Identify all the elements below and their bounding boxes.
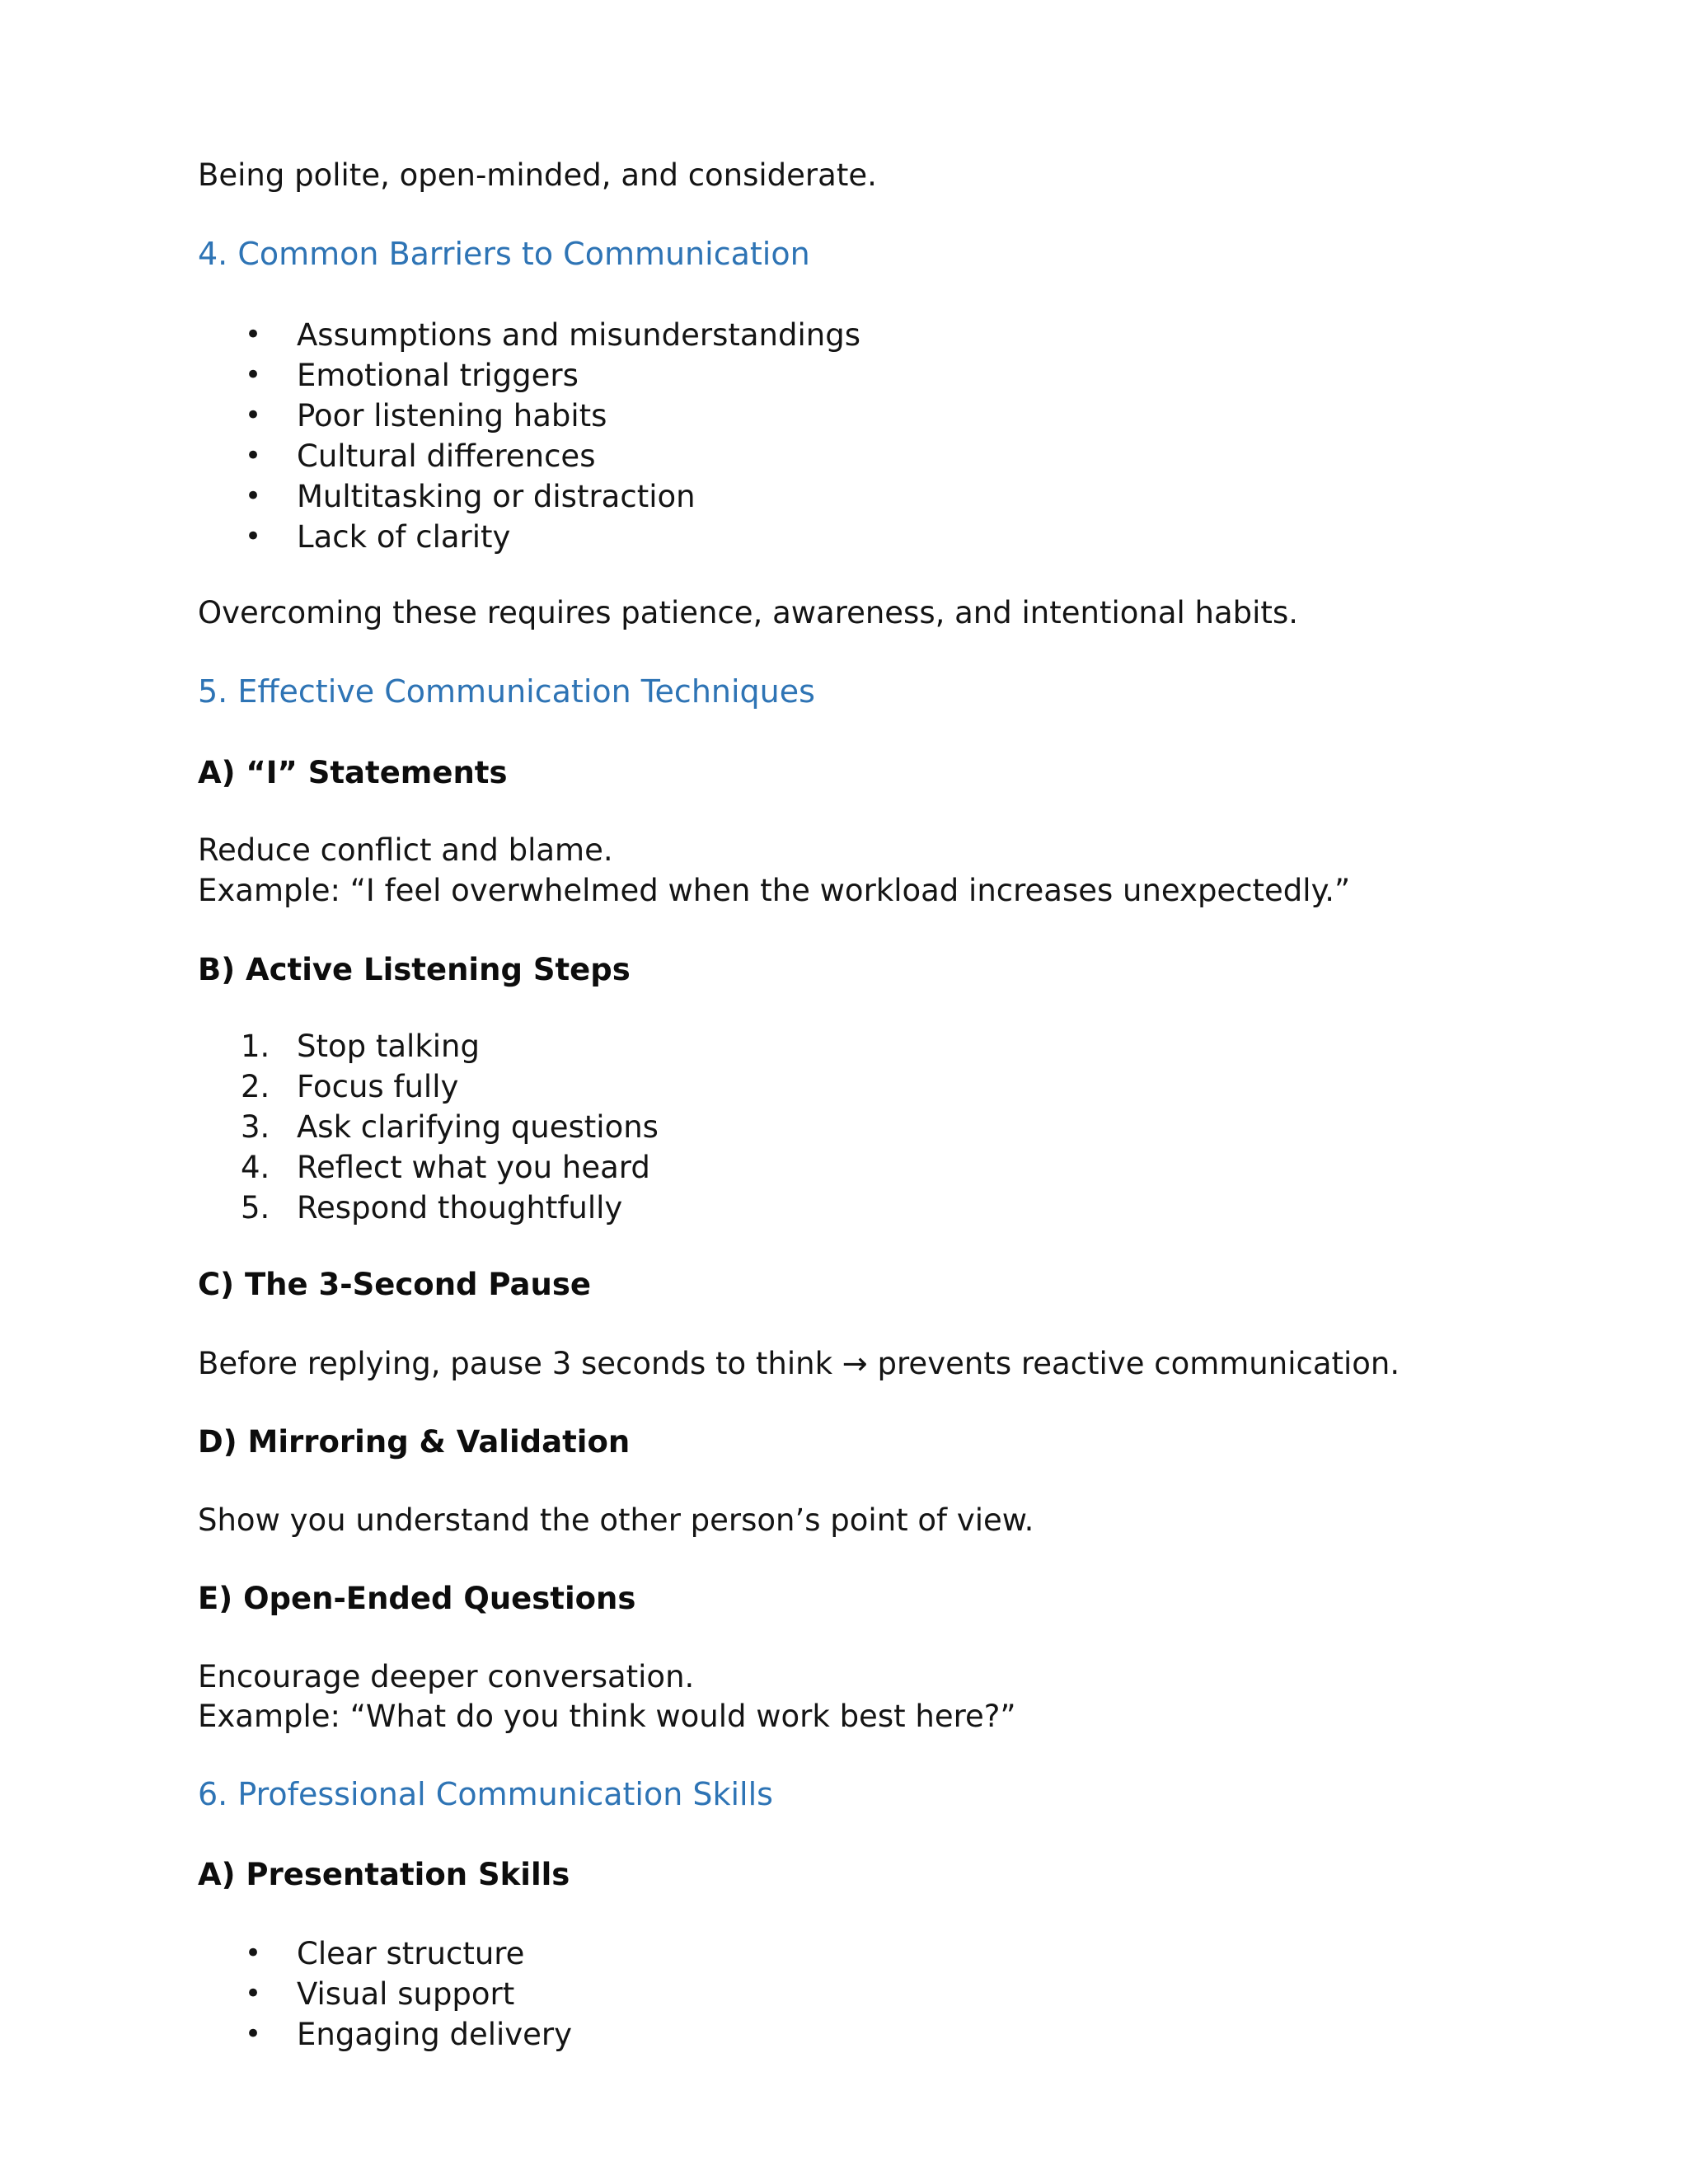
active-listening-steps: [198, 1026, 659, 1228]
list-item: [198, 1147, 659, 1188]
list-item: • Assumptions and misunderstandings: [198, 315, 860, 355]
list-item: [198, 1107, 659, 1147]
section-heading-barriers: 4. Common Barriers to Communication: [198, 236, 810, 272]
list-item: [198, 1188, 659, 1228]
section-heading-professional: 6. Professional Communication Skills: [198, 1776, 773, 1812]
list-item: • Emotional triggers: [198, 355, 860, 396]
open-ended-example: Example: “What do you think would work best here?”: [198, 1699, 1016, 1734]
subheading-presentation: A) Presentation Skills: [198, 1857, 570, 1892]
list-item: • Clear structure: [198, 1933, 572, 1974]
step-text: Ask clarifying questions: [297, 1109, 659, 1145]
subheading-pause: C) The 3-Second Pause: [198, 1267, 591, 1302]
pause-line: Before replying, pause 3 seconds to think → prevents reactive communication.: [198, 1346, 1400, 1381]
step-number: 5.: [241, 1190, 270, 1226]
presentation-skills-list: [198, 1933, 572, 2055]
step-text: Respond thoughtfully: [297, 1190, 623, 1226]
barriers-list: [198, 315, 860, 557]
subheading-active-listening: B) Active Listening Steps: [198, 952, 631, 987]
list-item: • Cultural differences: [198, 436, 860, 476]
list-item: • Lack of clarity: [198, 517, 860, 557]
step-text: Reflect what you heard: [297, 1150, 650, 1185]
step-number: 3.: [241, 1109, 270, 1145]
step-number: 4.: [241, 1150, 270, 1185]
list-item: • Engaging delivery: [198, 2014, 572, 2055]
intro-line: Being polite, open-minded, and considerate.: [198, 157, 877, 193]
step-number: 1.: [241, 1029, 270, 1064]
step-text: Focus fully: [297, 1069, 459, 1104]
i-statements-line: Reduce conflict and blame.: [198, 832, 613, 868]
list-item: • Multitasking or distraction: [198, 476, 860, 517]
barriers-closing: Overcoming these requires patience, awareness, and intentional habits.: [198, 595, 1298, 630]
section-heading-techniques: 5. Effective Communication Techniques: [198, 673, 815, 710]
list-item: • Visual support: [198, 1974, 572, 2014]
list-item: • Poor listening habits: [198, 396, 860, 436]
step-text: Stop talking: [297, 1029, 480, 1064]
list-item: [198, 1066, 659, 1107]
i-statements-example: Example: “I feel overwhelmed when the workload increases unexpectedly.”: [198, 873, 1351, 908]
subheading-i-statements: A) “I” Statements: [198, 755, 508, 790]
list-item: [198, 1026, 659, 1066]
subheading-open-ended: E) Open-Ended Questions: [198, 1581, 636, 1616]
step-number: 2.: [241, 1069, 270, 1104]
mirroring-line: Show you understand the other person’s point of view.: [198, 1502, 1034, 1538]
open-ended-line: Encourage deeper conversation.: [198, 1659, 695, 1694]
subheading-mirroring: D) Mirroring & Validation: [198, 1424, 631, 1460]
